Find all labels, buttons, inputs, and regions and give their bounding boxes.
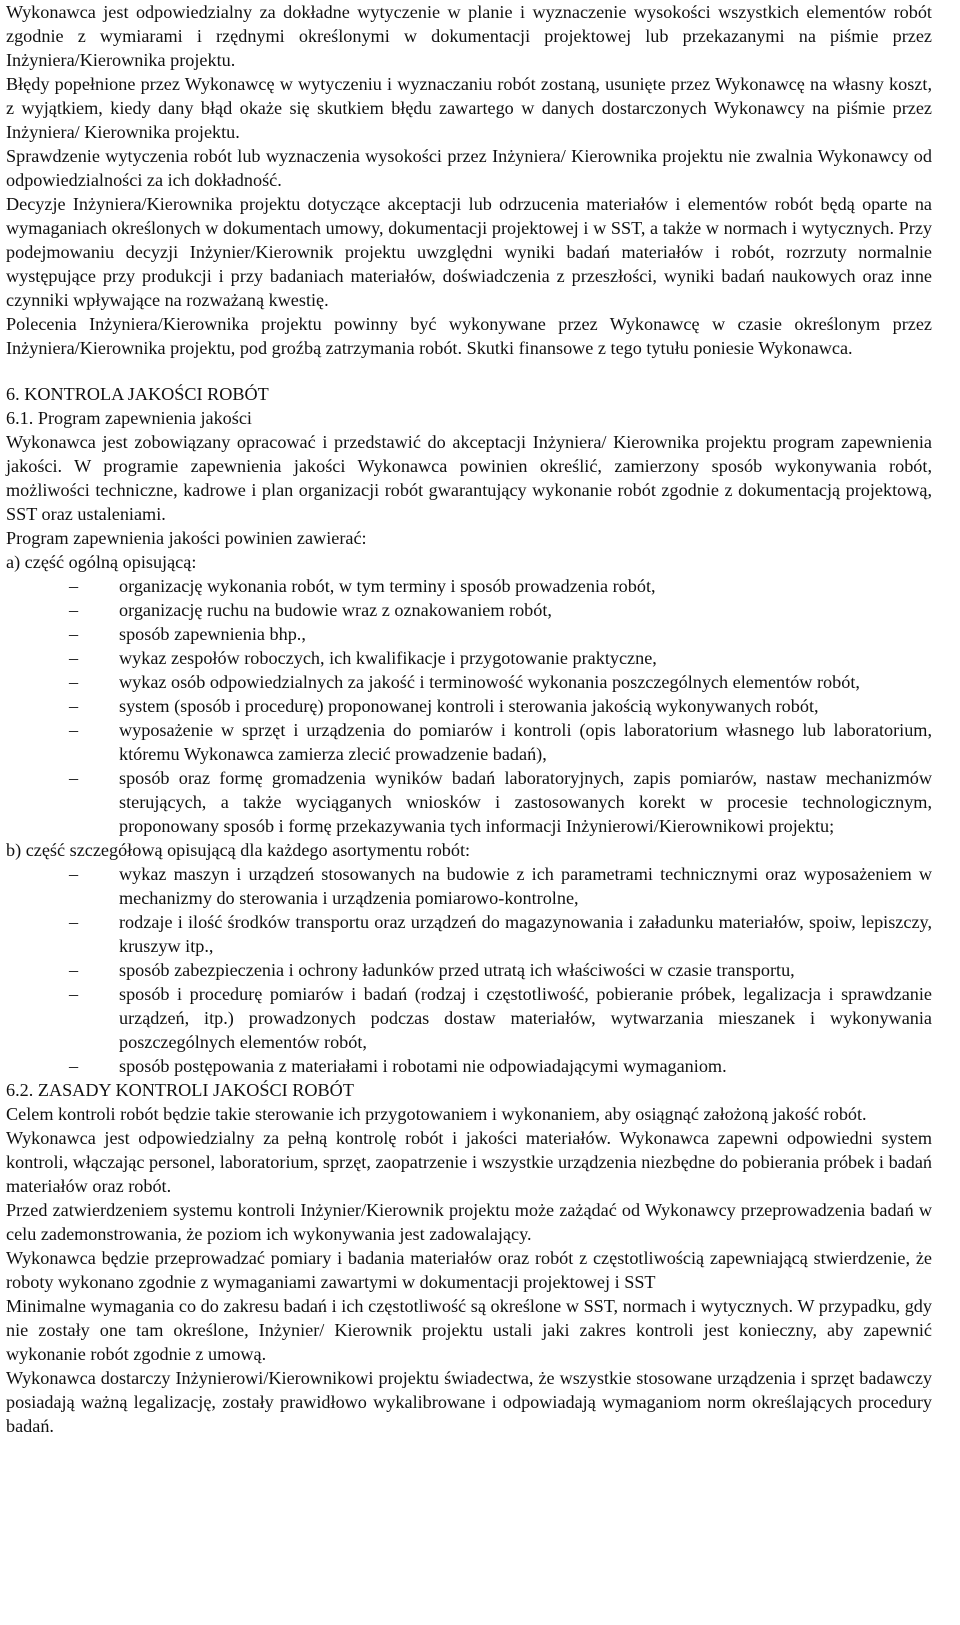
dash-bullet: – [69,648,79,668]
list-item [69,862,932,910]
list-item-text: sposób zabezpieczenia i ochrony ładunków przed utratą ich właściwości w czasie transportu, [119,960,795,980]
list-item [69,958,932,982]
list-item [69,766,932,838]
list-item [69,694,932,718]
paragraph: Program zapewnienia jakości powinien zawierać: [6,528,367,548]
dash-bullet: – [69,576,79,596]
list-item [69,670,932,694]
dash-bullet: – [69,912,79,932]
paragraph: Sprawdzenie wytyczenia robót lub wyznaczenia wysokości przez Inżyniera/ Kierownika projektu nie zwalnia Wykonawcy od odpowiedzialności za ich dokładność. [6,146,932,190]
subsection-heading-6-1: 6.1. Program zapewnienia jakości [6,408,252,428]
dash-bullet: – [69,864,79,884]
paragraph: Wykonawca dostarczy Inżynierowi/Kierownikowi projektu świadectwa, że wszystkie stosowane urządzenia i sprzęt badawczy posiadają ważną legalizację, zostały prawidłowo wykalibrowane i odpowiadają wymaganiom norm określających procedury badań. [6,1368,932,1436]
list-item-text: organizację wykonania robót, w tym terminy i sposób prowadzenia robót, [119,576,656,596]
list-item-text: wykaz zespołów roboczych, ich kwalifikacje i przygotowanie praktyczne, [119,648,657,668]
list-item [69,646,932,670]
list-item-text: system (sposób i procedurę) proponowanej kontroli i sterowania jakością wykonywanych robót, [119,696,819,716]
list-item-text: sposób postępowania z materiałami i robotami nie odpowiadającymi wymaganiom. [119,1056,727,1076]
list-item [69,622,932,646]
section-heading-6: 6. KONTROLA JAKOŚCI ROBÓT [6,384,269,404]
list-label-part-b: b) część szczegółową opisującą dla każdego asortymentu robót: [6,840,471,860]
list-item-text: wykaz osób odpowiedzialnych za jakość i terminowość wykonania poszczególnych elementów robót, [119,672,860,692]
paragraph: Minimalne wymagania co do zakresu badań i ich częstotliwość są określone w SST, normach i wytycznych. W przypadku, gdy nie zostały one tam określone, Inżynier/ Kierownik projektu ustali jaki zakres kontroli jest konieczny, aby zapewnić wykonanie robót zgodnie z umową. [6,1296,932,1364]
dash-bullet: – [69,768,79,788]
paragraph: Wykonawca jest odpowiedzialny za pełną kontrolę robót i jakości materiałów. Wykonawca zapewni odpowiedni system kontroli, włączając personel, laboratorium, sprzęt, zaopatrzenie i wszystkie urządzenia niezbędne do pobierania próbek i badań materiałów oraz robót. [6,1128,932,1196]
paragraph: Wykonawca jest odpowiedzialny za dokładne wytyczenie w planie i wyznaczenie wysokości wszystkich elementów robót zgodnie z wymiarami i rzędnymi określonymi w dokumentacji projektowej lub przekazanymi na piśmie przez Inżyniera/Kierownika projektu. [6,2,932,70]
subsection-heading-6-2: 6.2. ZASADY KONTROLI JAKOŚCI ROBÓT [6,1080,354,1100]
paragraph: Przed zatwierdzeniem systemu kontroli Inżynier/Kierownik projektu może zażądać od Wykonawcy przeprowadzenia badań w celu zademonstrowania, że poziom ich wykonywania jest zadowalający. [6,1200,932,1244]
paragraph: Decyzje Inżyniera/Kierownika projektu dotyczące akceptacji lub odrzucenia materiałów i elementów robót będą oparte na wymaganiach określonych w dokumentach umowy, dokumentacji projektowej i w SST, a także w normach i wytycznych. Przy podejmowaniu decyzji Inżynier/Kierownik projektu uwzględni wyniki badań materiałów i robót, rozrzuty normalnie występujące przy produkcji i przy badaniach materiałów, doświadczenia z przeszłości, wyniki badań naukowych oraz inne czynniki wpływające na rozważaną kwestię. [6,194,932,310]
list-item-text: sposób i procedurę pomiarów i badań (rodzaj i częstotliwość, pobieranie próbek, legalizacja i sprawdzanie urządzeń, itp.) prowadzonych podczas dostaw materiałów, wytwarzania mieszanek i wykonywania poszczególnych elementów robót, [119,984,932,1052]
list-item [69,910,932,958]
dash-bullet: – [69,696,79,716]
list-item [69,574,932,598]
dash-bullet: – [69,624,79,644]
list-label-part-a: a) część ogólną opisującą: [6,552,197,572]
paragraph: Błędy popełnione przez Wykonawcę w wytyczeniu i wyznaczaniu robót zostaną, usunięte przez Wykonawcę na własny koszt, z wyjątkiem, kiedy dany błąd okaże się skutkiem błędu zawartego w danych dostarczonych Wykonawcy na piśmie przez Inżyniera/ Kierownika projektu. [6,74,932,142]
list-item-text: sposób oraz formę gromadzenia wyników badań laboratoryjnych, zapis pomiarów, nastaw mechanizmów sterujących, a także wyciąganych wniosków i zastosowanych korekt w procesie technologicznym, proponowany sposób i formę przekazywania tych informacji Inżynierowi/Kierownikowi projektu; [119,768,932,836]
paragraph: Celem kontroli robót będzie takie sterowanie ich przygotowaniem i wykonaniem, aby osiągnąć założoną jakość robót. [6,1104,867,1124]
list-item [69,718,932,766]
paragraph: Wykonawca będzie przeprowadzać pomiary i badania materiałów oraz robót z częstotliwością zapewniającą stwierdzenie, że roboty wykonano zgodnie z wymaganiami zawartymi w dokumentacji projektowej i SST [6,1248,932,1292]
list-item-text: sposób zapewnienia bhp., [119,624,306,644]
list-item [69,598,932,622]
list-item [69,982,932,1054]
paragraph: Polecenia Inżyniera/Kierownika projektu powinny być wykonywane przez Wykonawcę w czasie określonym przez Inżyniera/Kierownika projektu, pod groźbą zatrzymania robót. Skutki finansowe z tego tytułu poniesie Wykonawca. [6,314,932,358]
list-item-text: wyposażenie w sprzęt i urządzenia do pomiarów i kontroli (opis laboratorium własnego lub laboratorium, któremu Wykonawca zamierza zlecić prowadzenie badań), [119,720,932,764]
dash-list-part-b [6,862,932,1078]
dash-bullet: – [69,672,79,692]
list-item-text: rodzaje i ilość środków transportu oraz urządzeń do magazynowania i załadunku materiałów, spoiw, lepiszczy, kruszyw itp., [119,912,932,956]
list-item-text: wykaz maszyn i urządzeń stosowanych na budowie z ich parametrami technicznymi oraz wyposażeniem w mechanizmy do sterowania i urządzenia pomiarowo-kontrolne, [119,864,932,908]
dash-bullet: – [69,720,79,740]
dash-list-part-a [6,574,932,838]
list-item [69,1054,932,1078]
dash-bullet: – [69,1056,79,1076]
dash-bullet: – [69,984,79,1004]
dash-bullet: – [69,960,79,980]
paragraph: Wykonawca jest zobowiązany opracować i przedstawić do akceptacji Inżyniera/ Kierownika projektu program zapewnienia jakości. W programie zapewnienia jakości Wykonawca powinien określić, zamierzony sposób wykonywania robót, możliwości techniczne, kadrowe i plan organizacji robót gwarantujący wykonanie robót zgodnie z dokumentacją projektową, SST oraz ustaleniami. [6,432,932,524]
list-item-text: organizację ruchu na budowie wraz z oznakowaniem robót, [119,600,552,620]
dash-bullet: – [69,600,79,620]
